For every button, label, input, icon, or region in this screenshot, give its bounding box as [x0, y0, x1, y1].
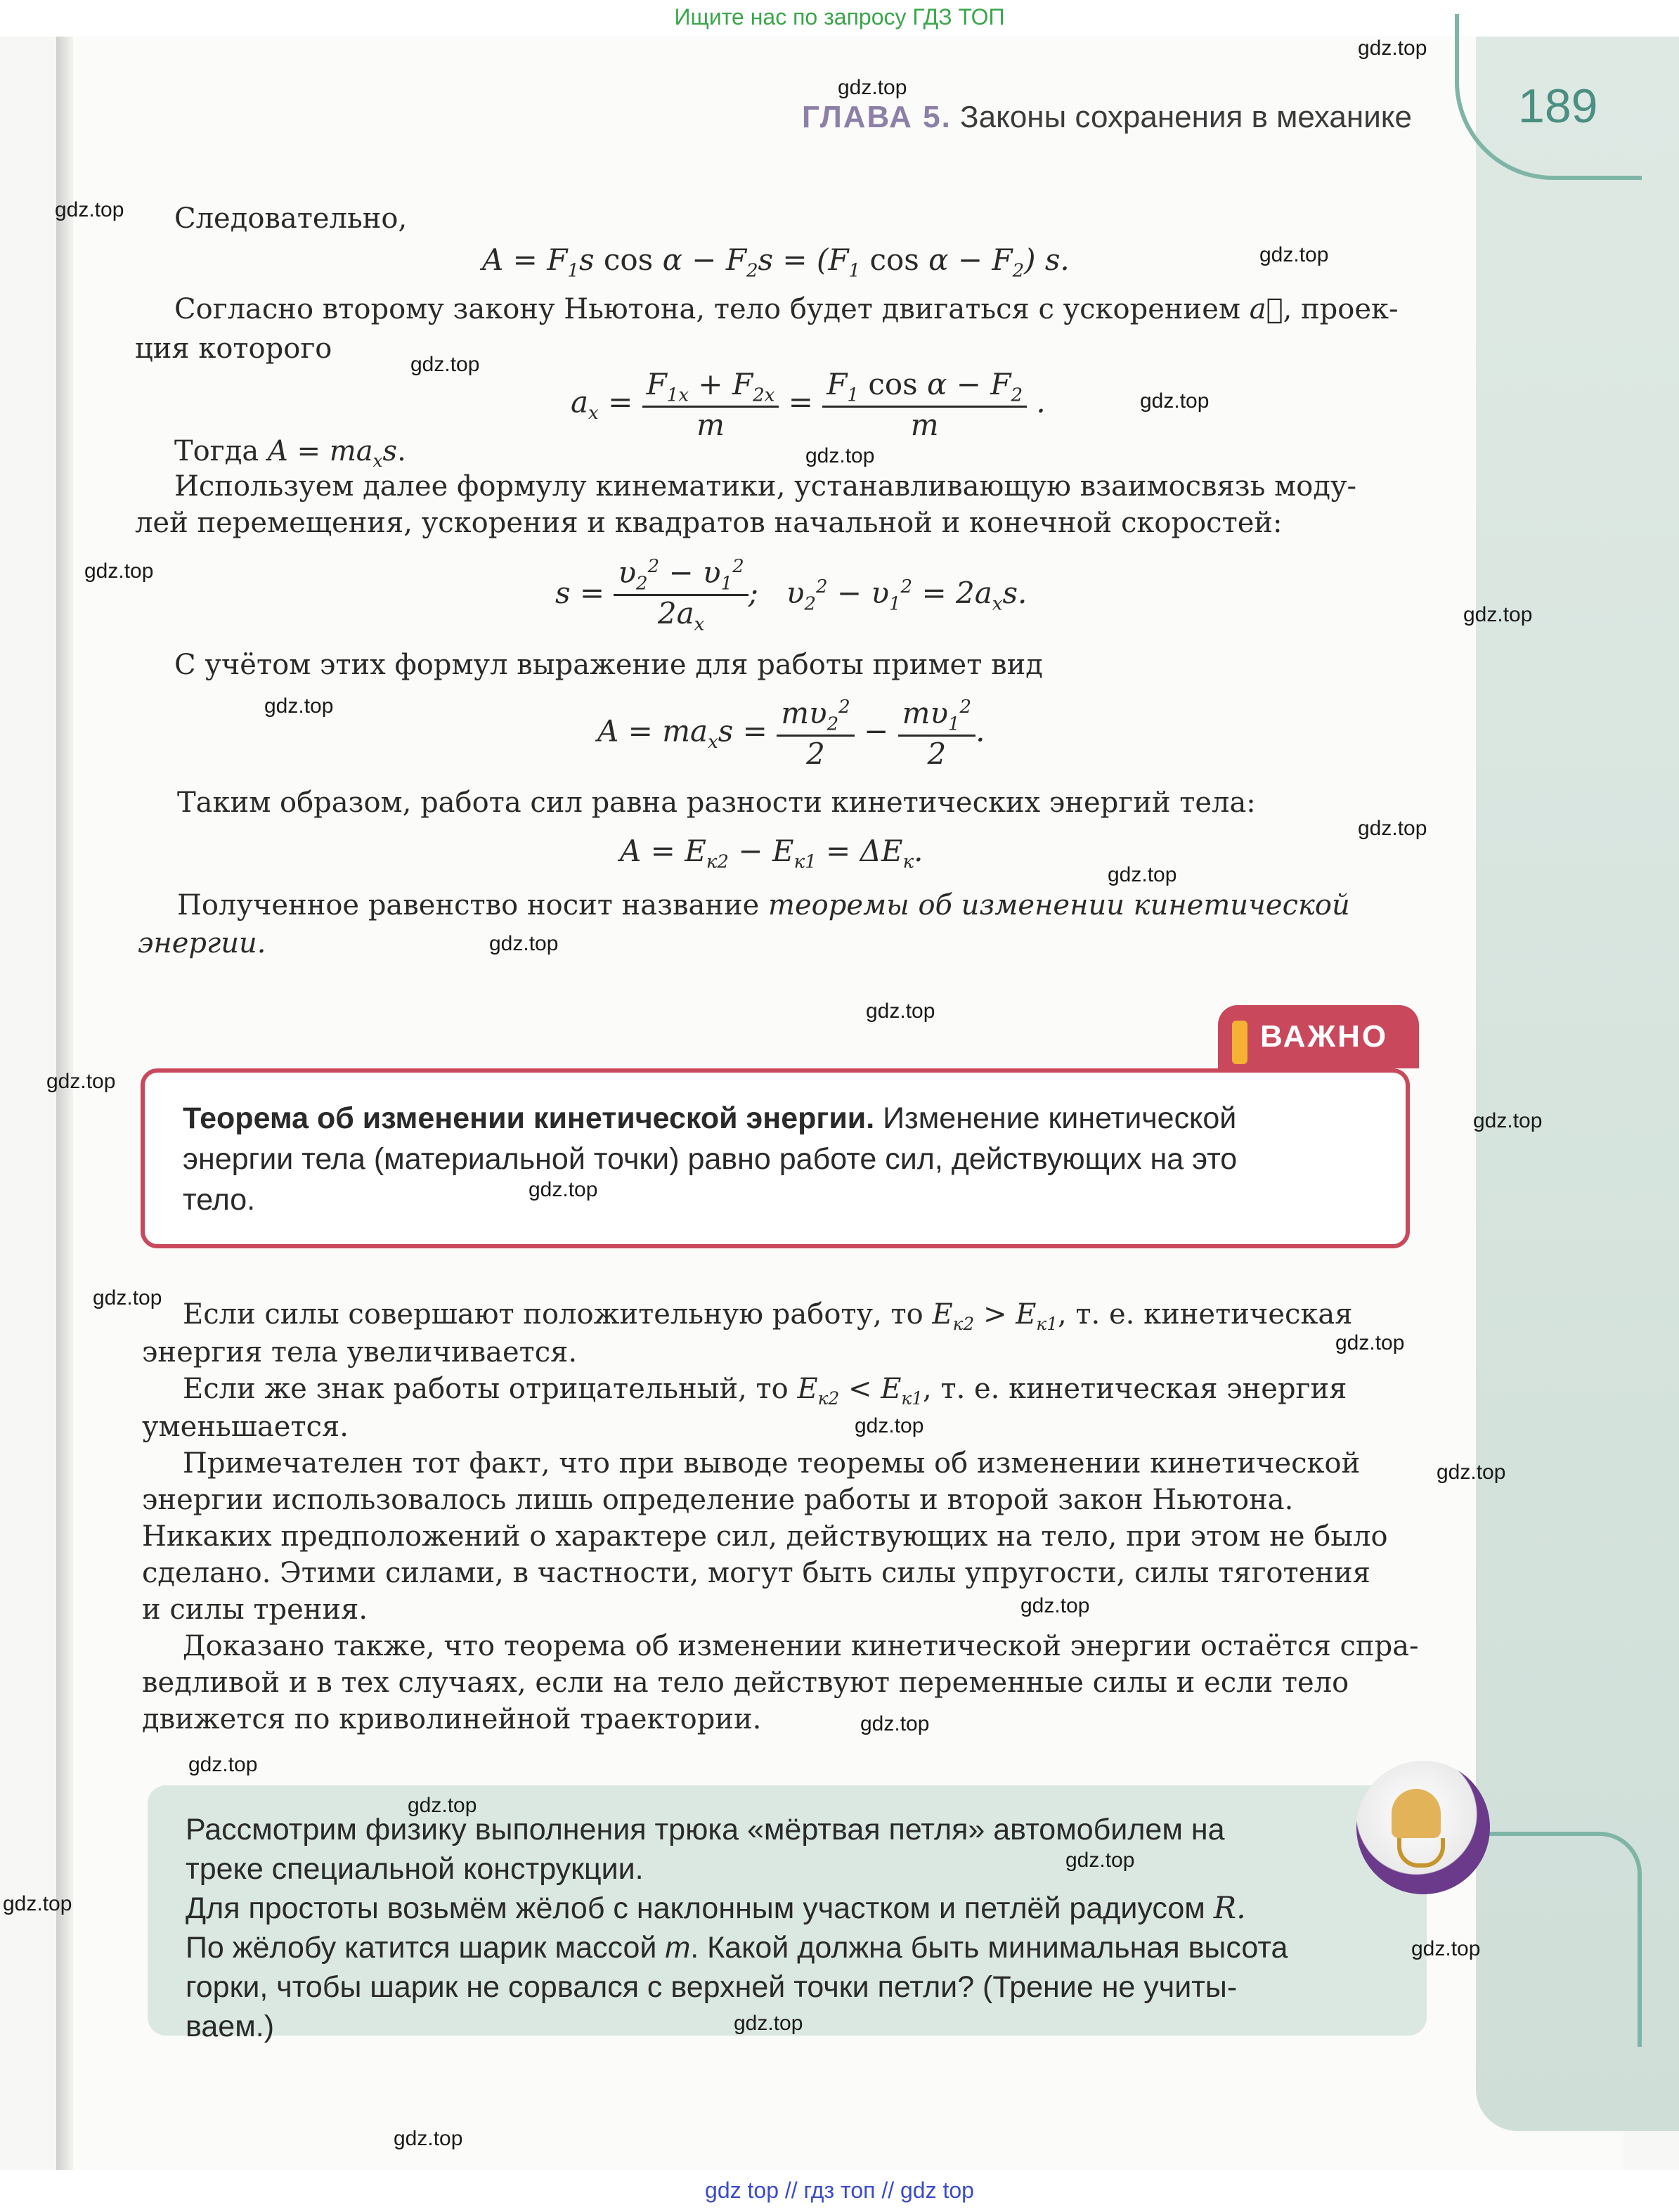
watermark: gdz.top — [529, 1178, 598, 1201]
bell-icon — [1356, 1761, 1490, 1894]
text-line: ведливой и в тех случаях, если на тело действуют переменные силы и если тело — [142, 1667, 1349, 1699]
watermark: gdz.top — [1358, 37, 1427, 60]
text-line: лей перемещения, ускорения и квадратов начальной и конечной скоростей: — [135, 507, 1283, 539]
important-label: ВАЖНО — [1260, 1019, 1389, 1054]
watermark: gdz.top — [1473, 1109, 1543, 1132]
exclamation-icon — [1232, 1021, 1247, 1064]
text-line: уменьшается. — [142, 1411, 349, 1443]
text-line: сделано. Этими силами, в частности, могут быть силы упругости, силы тяготения — [142, 1557, 1370, 1589]
page-number: 189 — [1518, 79, 1598, 133]
text-line: Тогда $A = ma_xs$. — [174, 435, 406, 471]
text-line: С учётом этих формул выражение для работы примет вид — [174, 649, 1043, 681]
text-line: Согласно второму закону Ньютона, тело будет двигаться с ускорением a⃗, проек- — [174, 293, 1399, 325]
text-line: и силы трения. — [142, 1593, 368, 1626]
chapter-header — [802, 100, 1412, 135]
watermark: gdz.top — [394, 2127, 463, 2150]
text-line: энергии. — [138, 927, 266, 959]
watermark: gdz.top — [1358, 817, 1427, 840]
text-line: Таким образом, работа сил равна разности кинетических энергий тела: — [177, 787, 1256, 819]
page-spine — [56, 37, 73, 2170]
watermark: gdz.top — [1140, 389, 1210, 413]
bottom-banner[interactable]: gdz top // гдз топ // gdz top — [0, 2170, 1679, 2212]
watermark: gdz.top — [1411, 1937, 1481, 1960]
watermark: gdz.top — [1437, 1461, 1506, 1484]
text-line: энергия тела увеличивается. — [142, 1336, 578, 1369]
top-banner[interactable]: Ищите нас по запросу ГДЗ ТОП — [0, 0, 1679, 37]
important-tab — [1218, 1005, 1419, 1068]
watermark: gdz.top — [1259, 243, 1329, 266]
formula-acceleration: $a_x$ = $\frac{F_{1x} + F_{2x}}{m}$ = $\frac{F_1 \cos \alpha - F_2}{m}$ . — [571, 367, 1046, 443]
bell-ring-icon — [1397, 1838, 1445, 1868]
watermark: gdz.top — [855, 1414, 924, 1437]
watermark: gdz.top — [1463, 603, 1533, 626]
watermark: gdz.top — [1335, 1331, 1405, 1354]
task-line: горки, чтобы шарик не сорвался с верхней точки петли? (Трение не учиты- — [186, 1970, 1238, 2004]
right-decor-panel — [1476, 37, 1679, 2131]
watermark: gdz.top — [838, 76, 907, 99]
text-line: Используем далее формулу кинематики, устанавливающую взаимосвязь моду- — [174, 470, 1356, 503]
text-line: Полученное равенство носит название теоремы об изменении кинетической — [177, 889, 1350, 921]
theorem-line: Теорема об изменении кинетической энергии. Изменение кинетической — [183, 1101, 1237, 1135]
watermark: gdz.top — [264, 694, 334, 718]
text-line: ция которого — [135, 332, 332, 365]
task-line: ваем.) — [186, 2010, 275, 2043]
formula-energy-difference: $A = E_{к2} - E_{к1} = \Delta E_к$. — [620, 834, 923, 873]
text-line: Никаких предположений о характере сил, действующих на тело, при этом не было — [142, 1520, 1388, 1553]
watermark: gdz.top — [489, 932, 559, 955]
watermark: gdz.top — [93, 1286, 162, 1309]
watermark: gdz.top — [410, 353, 480, 376]
watermark: gdz.top — [734, 2012, 803, 2035]
text-line: Доказано также, что теорема об изменении кинетической энергии остаётся спра- — [183, 1630, 1419, 1662]
watermark: gdz.top — [3, 1892, 72, 1915]
watermark: gdz.top — [1020, 1594, 1090, 1617]
text-line: Если же знак работы отрицательный, то $E_{к2} < E_{к1}$, т. е. кинетическая энергия — [183, 1373, 1347, 1409]
watermark: gdz.top — [805, 444, 875, 467]
formula-work: $A = F_1s$ $\cos \alpha - F_2s = (F_1$ $\cos \alpha - F_2$) s. — [482, 242, 1070, 282]
watermark: gdz.top — [408, 1794, 477, 1817]
watermark: gdz.top — [55, 198, 124, 221]
chapter-tag: ГЛАВА 5. — [802, 100, 952, 134]
formula-kinematics: s = $\frac{\upsilon_2^2 - \upsilon_1^2}{2a_x}$ ; $\upsilon_2^2 - \upsilon_1^2 = 2a_xs$. — [555, 555, 1028, 635]
watermark: gdz.top — [866, 1000, 935, 1023]
theorem-line: энергии тела (материальной точки) равно работе сил, действующих на это — [183, 1142, 1238, 1176]
text-line: Следовательно, — [174, 202, 408, 235]
text-line: движется по криволинейной траектории. — [142, 1703, 762, 1735]
task-line: Для простоты возьмём жёлоб с наклонным участком и петлёй радиусом R. — [186, 1891, 1246, 1926]
task-line: Рассмотрим физику выполнения трюка «мёртвая петля» автомобилем на — [186, 1813, 1225, 1846]
formula-work-energy: $A = ma_xs$ = $\frac{m\upsilon_2^2}{2}$ − $\frac{m\upsilon_1^2}{2}$ . — [597, 696, 985, 772]
text-line: Примечателен тот факт, что при выводе теоремы об изменении кинетической — [183, 1447, 1361, 1480]
task-connector-line — [1476, 1832, 1642, 2047]
watermark: gdz.top — [1065, 1849, 1135, 1872]
watermark: gdz.top — [84, 560, 154, 583]
watermark: gdz.top — [1108, 863, 1177, 886]
theorem-line: тело. — [183, 1183, 256, 1217]
watermark: gdz.top — [188, 1753, 258, 1776]
text-line: энергии использовалось лишь определение работы и второй закон Ньютона. — [142, 1484, 1294, 1516]
task-line: По жёлобу катится шарик массой m. Какой должна быть минимальная высота — [186, 1931, 1288, 1965]
text-line: Если силы совершают положительную работу, то $E_{к2} > E_{к1}$, т. е. кинетическая — [183, 1298, 1353, 1334]
watermark: gdz.top — [860, 1712, 930, 1735]
watermark: gdz.top — [46, 1070, 116, 1093]
bell-cup-icon — [1392, 1789, 1441, 1838]
chapter-title: Законы сохранения в механике — [960, 100, 1412, 134]
task-line: треке специальной конструкции. — [186, 1852, 644, 1886]
